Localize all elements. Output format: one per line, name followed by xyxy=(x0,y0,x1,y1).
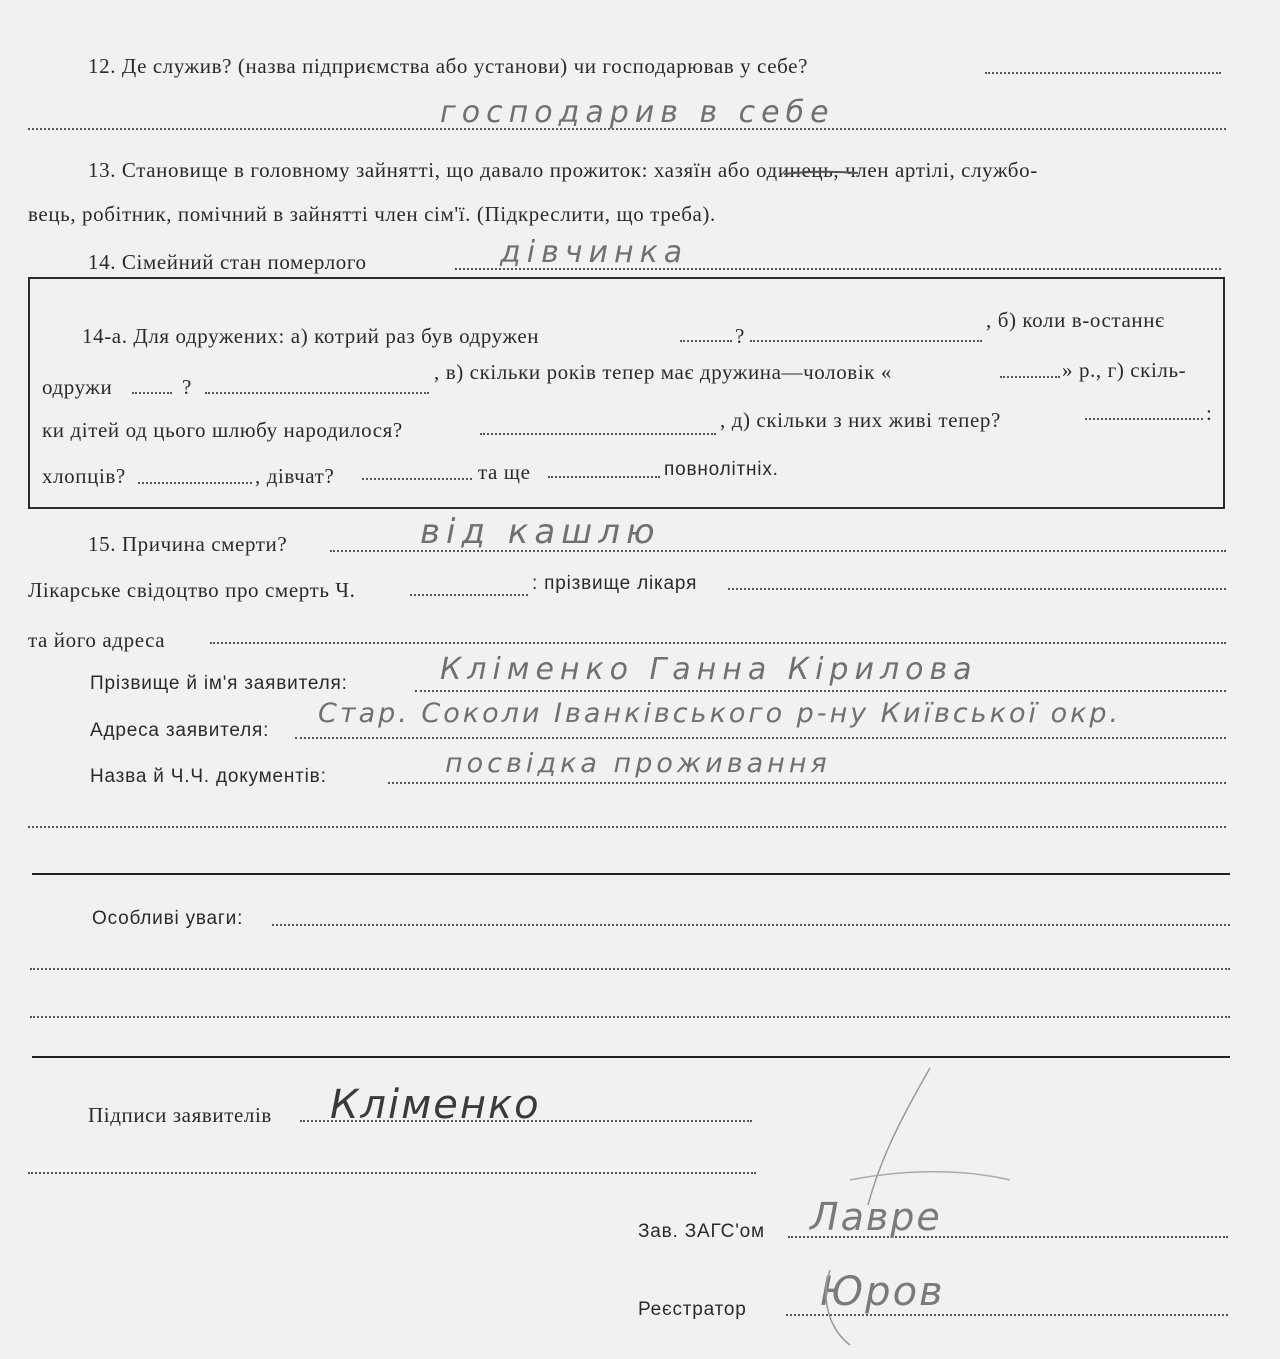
q14a-line2-spouse-age: , в) скільки років тепер має дружина—чоловік « xyxy=(434,360,893,384)
remarks-line-1[interactable] xyxy=(272,924,1230,926)
q14a-line2-label: одружи xyxy=(42,375,113,399)
applicant-name-label: Прізвище й ім'я заявителя: xyxy=(90,673,348,694)
q14a-line4-girls: , дівчат? xyxy=(255,464,335,488)
applicant-address-label: Адреса заявителя: xyxy=(90,720,270,741)
doctor-name-label: : прізвище лікаря xyxy=(532,573,698,594)
q14a-line2-children: » р., г) скіль- xyxy=(1062,358,1187,382)
remarks-label: Особливі уваги: xyxy=(92,908,244,929)
doctor-address-field[interactable] xyxy=(210,642,1226,644)
q14a-last-married-field[interactable] xyxy=(132,392,172,394)
applicant-documents-value[interactable]: посвідка проживання xyxy=(445,748,831,779)
applicant-address-value[interactable]: Стар. Соколи Іванківського р-ну Київської окр. xyxy=(318,698,1122,729)
q14a-children-born-field[interactable] xyxy=(480,433,716,435)
registrar-label: Реєстратор xyxy=(638,1299,747,1320)
medical-certificate-label: Лікарське свідоцтво про смерть Ч. xyxy=(28,578,356,602)
section-divider-1 xyxy=(32,873,1230,875)
q14a-line3-label: ки дітей од цього шлюбу народилося? xyxy=(42,418,403,442)
q14a-times-married-field-b[interactable] xyxy=(750,340,982,342)
q12-field-line xyxy=(985,72,1221,74)
q14-answer[interactable]: дівчинка xyxy=(500,235,689,270)
q14a-line1-when: , б) коли в-останнє xyxy=(986,308,1165,332)
q15-answer[interactable]: від кашлю xyxy=(420,512,661,552)
q14a-children-alive-field[interactable] xyxy=(1085,418,1203,420)
applicant-address-line xyxy=(295,737,1226,739)
applicant-signature-label: Підписи заявителів xyxy=(88,1103,272,1127)
applicant-documents-label: Назва й Ч.Ч. документів: xyxy=(90,766,327,787)
zags-stamp-stroke xyxy=(868,1068,930,1205)
q13-line1: 13. Становище в головному зайнятті, що давало прожиток: хазяїн або одинець, член артілі, службо- xyxy=(88,158,1038,182)
doctor-name-field[interactable] xyxy=(728,588,1226,590)
doctor-address-label: та його адреса xyxy=(28,628,166,652)
applicant-signature-line-2[interactable] xyxy=(28,1172,756,1174)
zags-head-label: Зав. ЗАГС'ом xyxy=(638,1221,765,1242)
q14a-adults-field[interactable] xyxy=(548,476,660,478)
q14a-line3-colon: : xyxy=(1206,401,1213,425)
q14-label: 14. Сімейний стан померлого xyxy=(88,250,367,274)
q14a-line3-alive: , д) скільки з них живі тепер? xyxy=(720,408,1001,432)
applicant-name-value[interactable]: Кліменко Ганна Кірилова xyxy=(440,652,978,687)
applicant-documents-line-2[interactable] xyxy=(28,826,1226,828)
remarks-line-3[interactable] xyxy=(30,1016,1230,1018)
q14a-girls-field[interactable] xyxy=(362,478,472,480)
q14a-line4-boys: хлопців? xyxy=(42,464,126,488)
q14a-last-married-field-b[interactable] xyxy=(205,392,429,394)
q14a-line4-more: та ще xyxy=(478,460,531,484)
q14a-boys-field[interactable] xyxy=(138,482,252,484)
remarks-line-2[interactable] xyxy=(30,968,1230,970)
q14a-times-married-field[interactable] xyxy=(680,340,732,342)
registrar-signature[interactable]: Юров xyxy=(820,1269,945,1315)
applicant-name-line xyxy=(415,690,1226,692)
q15-label: 15. Причина смерти? xyxy=(88,532,288,556)
applicant-signature[interactable]: Кліменко xyxy=(330,1082,541,1128)
medical-certificate-number-field[interactable] xyxy=(410,594,528,596)
q14a-line4-adults: повнолітніх. xyxy=(664,459,779,480)
applicant-documents-line xyxy=(388,782,1226,784)
q14a-line1-label: 14-а. Для одружених: а) котрий раз був одружен xyxy=(82,324,540,348)
zags-head-signature[interactable]: Лавре xyxy=(810,1195,942,1239)
q14a-line2-qmark: ? xyxy=(182,375,192,399)
zags-flourish xyxy=(850,1172,1010,1180)
section-divider-2 xyxy=(32,1056,1230,1058)
q12-answer[interactable]: господарив в себе xyxy=(440,95,835,130)
q14a-line1-qmark: ? xyxy=(735,324,745,348)
q13-line2: вець, робітник, помічний в зайнятті член сім'ї. (Підкреслити, що треба). xyxy=(28,202,716,226)
q14a-spouse-age-field[interactable] xyxy=(1000,376,1060,378)
q12-label: 12. Де служив? (назва підприємства або установи) чи господарював у себе? xyxy=(88,54,809,78)
